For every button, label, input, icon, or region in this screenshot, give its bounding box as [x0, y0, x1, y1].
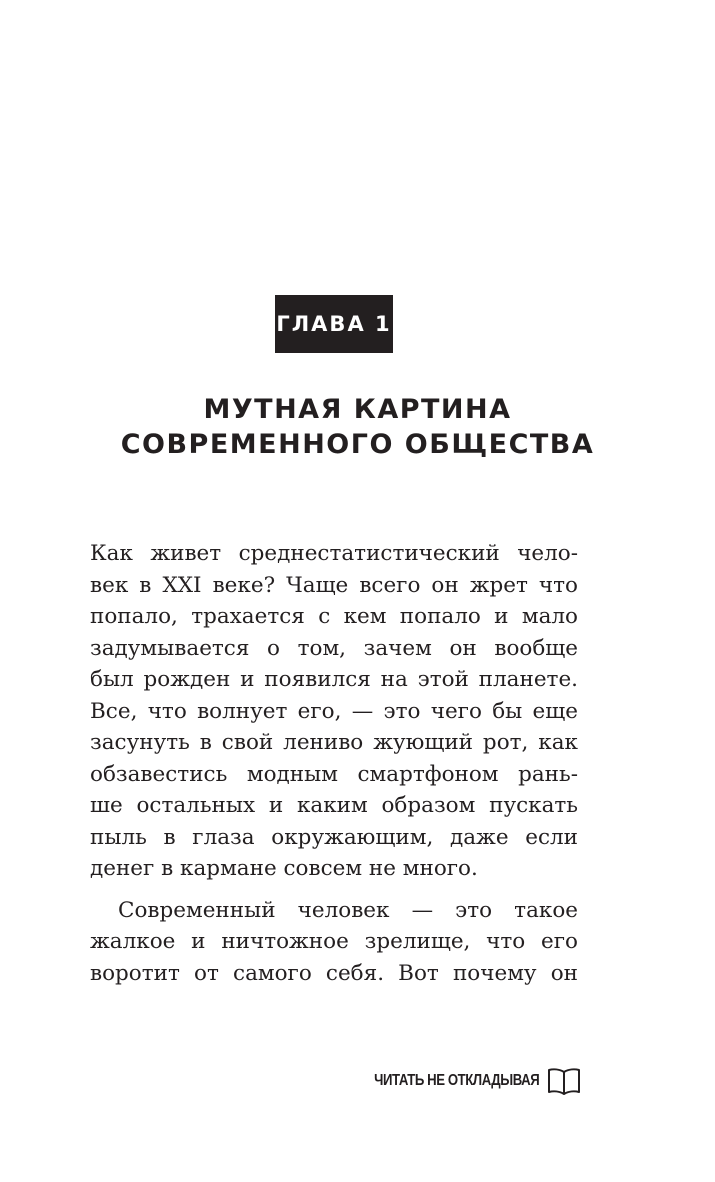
footer-read-now [345, 1065, 581, 1097]
chapter-label: ГЛАВА 1 [275, 295, 393, 353]
paragraph-2 [90, 895, 578, 990]
chapter-title-line: МУТНАЯ КАРТИНА [203, 394, 512, 425]
text-line: Как живет среднестатистический чело- [90, 541, 578, 566]
text-line: Современный человек — это такое [118, 897, 578, 923]
text-line: жалкое и ничтожное зрелище, что его [90, 929, 578, 954]
text-line: ше остальных и каким образом пускать [90, 793, 578, 818]
text-line: был рожден и появился на этой планете. [90, 667, 578, 692]
paragraph-1 [90, 538, 578, 885]
open-book-icon [547, 1066, 581, 1096]
footer-label: ЧИТАТЬ НЕ ОТКЛАДЫВАЯ [373, 1072, 539, 1089]
chapter-title [60, 392, 655, 462]
text-line: Все, что волнует его, — это чего бы еще [90, 698, 578, 724]
text-line: пыль в глаза окружающим, даже если [90, 824, 578, 850]
text-line: попало, трахается с кем попало и мало [90, 604, 578, 629]
text-line: обзавестись модным смартфоном рань- [90, 761, 578, 787]
text-line: денег в кармане совсем не много. [90, 856, 478, 881]
body-text [90, 538, 578, 989]
chapter-title-line: СОВРЕМЕННОГО ОБЩЕСТВА [120, 429, 595, 460]
text-line: засунуть в свой лениво жующий рот, как [90, 730, 578, 755]
text-line: век в XXI веке? Чаще всего он жрет что [90, 572, 578, 598]
text-line: воротит от самого себя. Вот почему он [90, 960, 578, 986]
text-line: задумывается о том, зачем он вообще [90, 635, 578, 661]
